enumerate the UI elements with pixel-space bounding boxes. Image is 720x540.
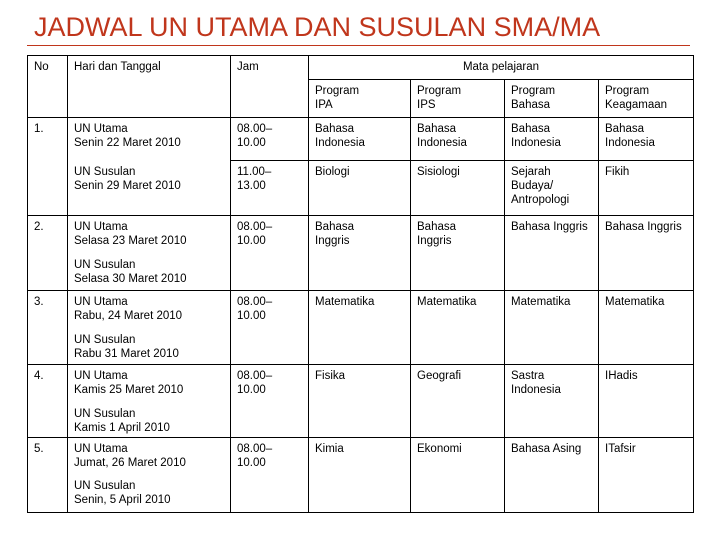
time-susulan: 11.00– 13.00 [231,161,309,216]
time-utama: 08.00– 10.00 [231,291,309,365]
row-number: 2. [28,216,68,291]
table-row [28,216,694,254]
date-utama: UN Utama Kamis 25 Maret 2010 [68,365,231,403]
subject-keagamaan: IHadis [599,365,694,438]
subject-ipa: Matematika [309,291,411,365]
subject-bahasa: Bahasa Inggris [505,216,599,291]
header-program-ipa: Program IPA [309,80,411,118]
header-program-keagamaan: Program Keagamaan [599,80,694,118]
date-utama: UN Utama Senin 22 Maret 2010 [68,118,231,161]
subject-bahasa: Sastra Indonesia [505,365,599,438]
date-susulan: UN Susulan Senin, 5 April 2010 [68,475,231,512]
subject-ips: Geografi [411,365,505,438]
date-susulan: UN Susulan Senin 29 Maret 2010 [68,161,231,216]
subject-ipa: Fisika [309,365,411,438]
subject-keagamaan: Fikih [599,161,694,216]
subject-ipa: Biologi [309,161,411,216]
table-row [28,161,694,216]
subject-bahasa: Bahasa Asing [505,437,599,512]
header-program-ips: Program IPS [411,80,505,118]
header-program-bahasa: Program Bahasa [505,80,599,118]
date-susulan: UN Susulan Selasa 30 Maret 2010 [68,254,231,291]
subject-ipa: Kimia [309,437,411,512]
date-susulan: UN Susulan Rabu 31 Maret 2010 [68,329,231,365]
subject-keagamaan: Matematika [599,291,694,365]
table-row [28,437,694,475]
row-number: 3. [28,291,68,365]
subject-keagamaan: ITafsir [599,437,694,512]
page-title: JADWAL UN UTAMA DAN SUSULAN SMA/MA [34,12,601,42]
subject-ips: Sisiologi [411,161,505,216]
time-utama: 08.00– 10.00 [231,118,309,161]
time-utama: 08.00– 10.00 [231,365,309,438]
subject-bahasa: Matematika [505,291,599,365]
subject-ipa: Bahasa Indonesia [309,118,411,161]
date-susulan: UN Susulan Kamis 1 April 2010 [68,403,231,438]
subject-ips: Matematika [411,291,505,365]
subject-bahasa: Sejarah Budaya/ Antropologi [505,161,599,216]
time-utama: 08.00– 10.00 [231,216,309,291]
table-row [28,365,694,403]
subject-keagamaan: Bahasa Indonesia [599,118,694,161]
table-row [28,118,694,161]
header-mata-pelajaran: Mata pelajaran [309,56,694,80]
subject-ips: Bahasa Inggris [411,216,505,291]
row-number: 1. [28,118,68,216]
header-hari-tanggal: Hari dan Tanggal [68,56,231,118]
subject-bahasa: Bahasa Indonesia [505,118,599,161]
header-jam: Jam [231,56,309,118]
date-utama: UN Utama Selasa 23 Maret 2010 [68,216,231,254]
row-number: 4. [28,365,68,438]
date-utama: UN Utama Rabu, 24 Maret 2010 [68,291,231,329]
time-utama: 08.00– 10.00 [231,437,309,512]
subject-ips: Ekonomi [411,437,505,512]
date-utama: UN Utama Jumat, 26 Maret 2010 [68,437,231,475]
subject-keagamaan: Bahasa Inggris [599,216,694,291]
subject-ips: Bahasa Indonesia [411,118,505,161]
table-row [28,291,694,329]
header-row [28,56,694,80]
header-no: No [28,56,68,118]
subject-ipa: Bahasa Inggris [309,216,411,291]
schedule-table [27,55,694,513]
row-number: 5. [28,437,68,512]
title-underline [27,45,690,46]
